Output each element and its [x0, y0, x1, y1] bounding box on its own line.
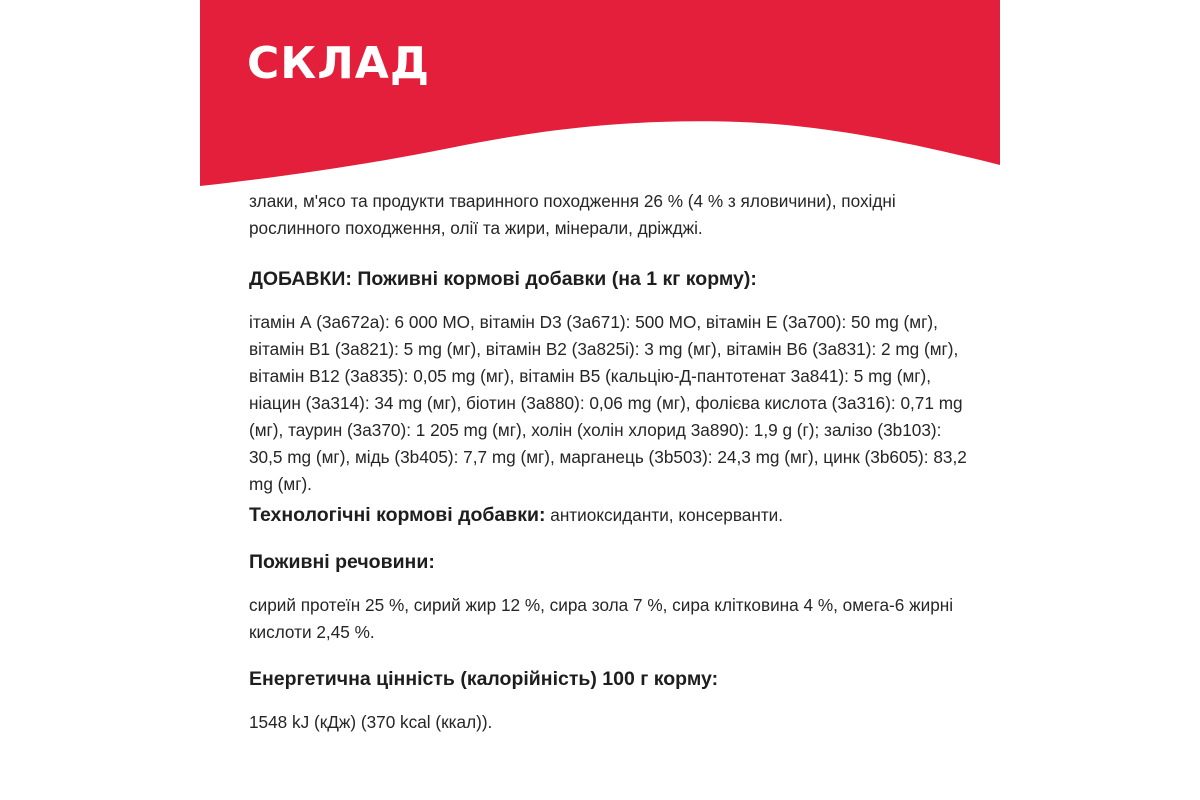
vitamins-text: ітамін А (3а672а): 6 000 МО, вітамін D3 (3a671): 500 МО, вітамін Е (3a700): 50 mg (мг), вітамін В1 (3a821): 5 mg (мг), вітамін В2 (3a825і): 3 mg (мг), вітамін В6 (3a831): 2 mg (мг), вітамін В12 (3a835): 0,05 mg (мг), вітамін В5 (кальцію-Д-пантотенат 3a841): 5 mg (мг), ніацин (3a314): 34 mg (мг), біотин (3a880): 0,06 mg (мг), фолієва кислота (3a316): 0,71 mg (мг), таурин (3a370): 1 205 mg (мг), холін (холін хлорид 3a890): 1,9 g (г); залізо (3b103): 30,5 mg (мг), мідь (3b405): 7,7 mg (мг), марганець (3b503): 24,3 mg (мг), цинк (3b605): 83,2 mg (мг).	[249, 312, 967, 494]
energy-heading: Енергетична цінність (калорійність) 100 г корму:	[249, 668, 719, 690]
tech-additives-label: Технологічні кормові добавки:	[249, 504, 546, 526]
ingredients-text: злаки, м'ясо та продукти тваринного походження 26 % (4 % з яловичини), похідні рослинного походження, олії та жири, мінерали, дріжджі.	[249, 191, 896, 238]
composition-content	[249, 188, 969, 736]
additives-heading: ДОБАВКИ: Поживні кормові добавки (на 1 кг корму):	[249, 268, 757, 290]
energy-text: 1548 kJ (кДж) (370 kcal (ккал)).	[249, 712, 493, 732]
tech-additives-value: антиоксиданти, консерванти.	[545, 505, 784, 525]
header-banner	[200, 0, 1000, 200]
nutrients-text: сирий протеїн 25 %, сирий жир 12 %, сира зола 7 %, сира клітковина 4 %, омега-6 жирні кислоти 2,45 %.	[249, 595, 954, 642]
nutrients-heading: Поживні речовини:	[249, 551, 435, 573]
tech-additives-line	[249, 502, 969, 529]
wave-banner-shape	[200, 0, 1000, 200]
page-title: СКЛАД	[247, 38, 431, 89]
